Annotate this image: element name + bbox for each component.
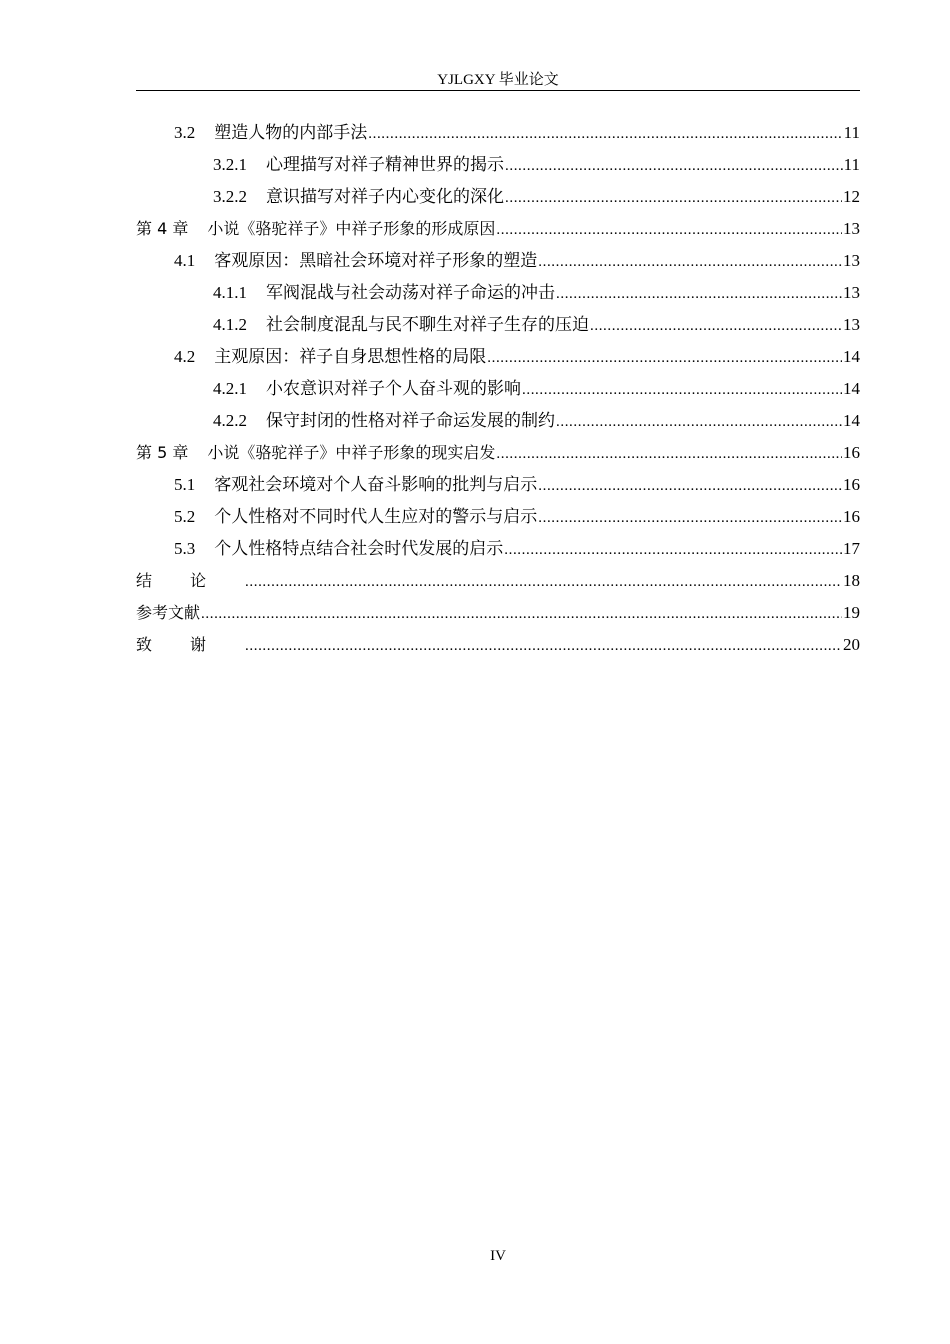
toc-dot-leader [368,120,842,148]
toc-entry-4-1-2[interactable] [136,311,860,343]
toc-entry-conclusion[interactable] [136,567,860,599]
toc-entry-number: 4.2.2 [213,411,247,430]
toc-entry-number: 3.2.1 [213,155,247,174]
toc-entry-page: 11 [843,155,860,174]
toc-entry-4-2-2[interactable] [136,407,860,439]
toc-entry-title: 参考文献 [136,603,201,622]
toc-entry-number: 5.1 [174,475,196,494]
toc-entry-title: 致谢 [136,635,245,654]
toc-dot-leader [556,280,842,308]
toc-dot-leader [504,536,842,564]
toc-entry-4-1[interactable] [136,247,860,279]
toc-entry-number: 4.2 [174,347,196,366]
toc-entry-number: 5.3 [174,539,196,558]
toc-dot-leader [538,472,842,500]
toc-dot-leader [522,376,842,404]
toc-entry-chapter-4[interactable] [136,215,860,247]
toc-entry-title: 个人性格对不同时代人生应对的警示与启示 [214,507,538,526]
toc-entry-page: 19 [843,603,860,622]
toc-entry-page: 13 [843,219,860,238]
toc-entry-page: 16 [843,475,860,494]
toc-entry-number: 3.2 [174,123,196,142]
toc-entry-title: 保守封闭的性格对祥子命运发展的制约 [266,411,555,430]
toc-dot-leader [590,312,842,340]
toc-entry-number: 4.1.1 [213,283,247,302]
toc-dot-leader [505,184,842,212]
toc-entry-title: 小说《骆驼祥子》中祥子形象的形成原因 [207,219,496,238]
toc-entry-title: 塑造人物的内部手法 [214,123,368,142]
toc-entry-page: 13 [843,283,860,302]
page-header: YJLGXY 毕业论文 [437,72,559,88]
toc-dot-leader [556,408,842,436]
toc-entry-title: 客观社会环境对个人奋斗影响的批判与启示 [214,475,538,494]
toc-entry-4-2[interactable] [136,343,860,375]
toc-dot-leader [538,504,842,532]
toc-entry-number: 第 4 章 [136,219,189,238]
toc-entry-page: 13 [843,315,860,334]
toc-entry-5-2[interactable] [136,503,860,535]
toc-entry-number: 第 5 章 [136,443,189,462]
toc-entry-title: 意识描写对祥子内心变化的深化 [266,187,504,206]
toc-entry-page: 17 [843,539,860,558]
toc-entry-number: 4.1 [174,251,196,270]
toc-entry-page: 20 [843,635,860,654]
toc-entry-acknowledgements[interactable] [136,631,860,663]
toc-entry-page: 14 [843,347,860,366]
toc-entry-title: 小说《骆驼祥子》中祥子形象的现实启发 [207,443,496,462]
toc-entry-page: 18 [843,571,860,590]
toc-entry-page: 13 [843,251,860,270]
toc-dot-leader [245,632,842,660]
toc-entry-3-2[interactable] [136,119,860,151]
toc-entry-title: 军阀混战与社会动荡对祥子命运的冲击 [266,283,555,302]
toc-entry-title: 小农意识对祥子个人奋斗观的影响 [266,379,521,398]
header-rule [136,90,860,91]
toc-dot-leader [538,248,842,276]
toc-entry-4-2-1[interactable] [136,375,860,407]
toc-entry-3-2-2[interactable] [136,183,860,215]
toc-entry-page: 14 [843,411,860,430]
toc-dot-leader [496,440,842,468]
toc-entry-page: 16 [843,507,860,526]
toc-entry-number: 3.2.2 [213,187,247,206]
toc-entry-page: 11 [843,123,860,142]
toc-entry-references[interactable] [136,599,860,631]
toc-entry-chapter-5[interactable] [136,439,860,471]
toc-entry-number: 5.2 [174,507,196,526]
toc-entry-title: 个人性格特点结合社会时代发展的启示 [214,539,504,558]
toc-entry-number: 4.2.1 [213,379,247,398]
toc-entry-title: 客观原因：黑暗社会环境对祥子形象的塑造 [214,251,538,270]
toc-dot-leader [245,568,842,596]
toc-entry-title: 主观原因：祥子自身思想性格的局限 [214,347,487,366]
toc-entry-number: 4.1.2 [213,315,247,334]
toc-entry-page: 14 [843,379,860,398]
table-of-contents [136,119,860,663]
toc-entry-3-2-1[interactable] [136,151,860,183]
toc-entry-page: 16 [843,443,860,462]
toc-entry-page: 12 [843,187,860,206]
toc-entry-title: 心理描写对祥子精神世界的揭示 [266,155,504,174]
toc-entry-title: 社会制度混乱与民不聊生对祥子生存的压迫 [266,315,589,334]
toc-entry-4-1-1[interactable] [136,279,860,311]
toc-dot-leader [487,344,842,372]
toc-entry-5-3[interactable] [136,535,860,567]
toc-dot-leader [496,216,842,244]
page-number: IV [490,1248,506,1264]
toc-entry-title: 结论 [136,571,245,590]
toc-dot-leader [201,600,842,628]
toc-entry-5-1[interactable] [136,471,860,503]
toc-dot-leader [505,152,843,180]
